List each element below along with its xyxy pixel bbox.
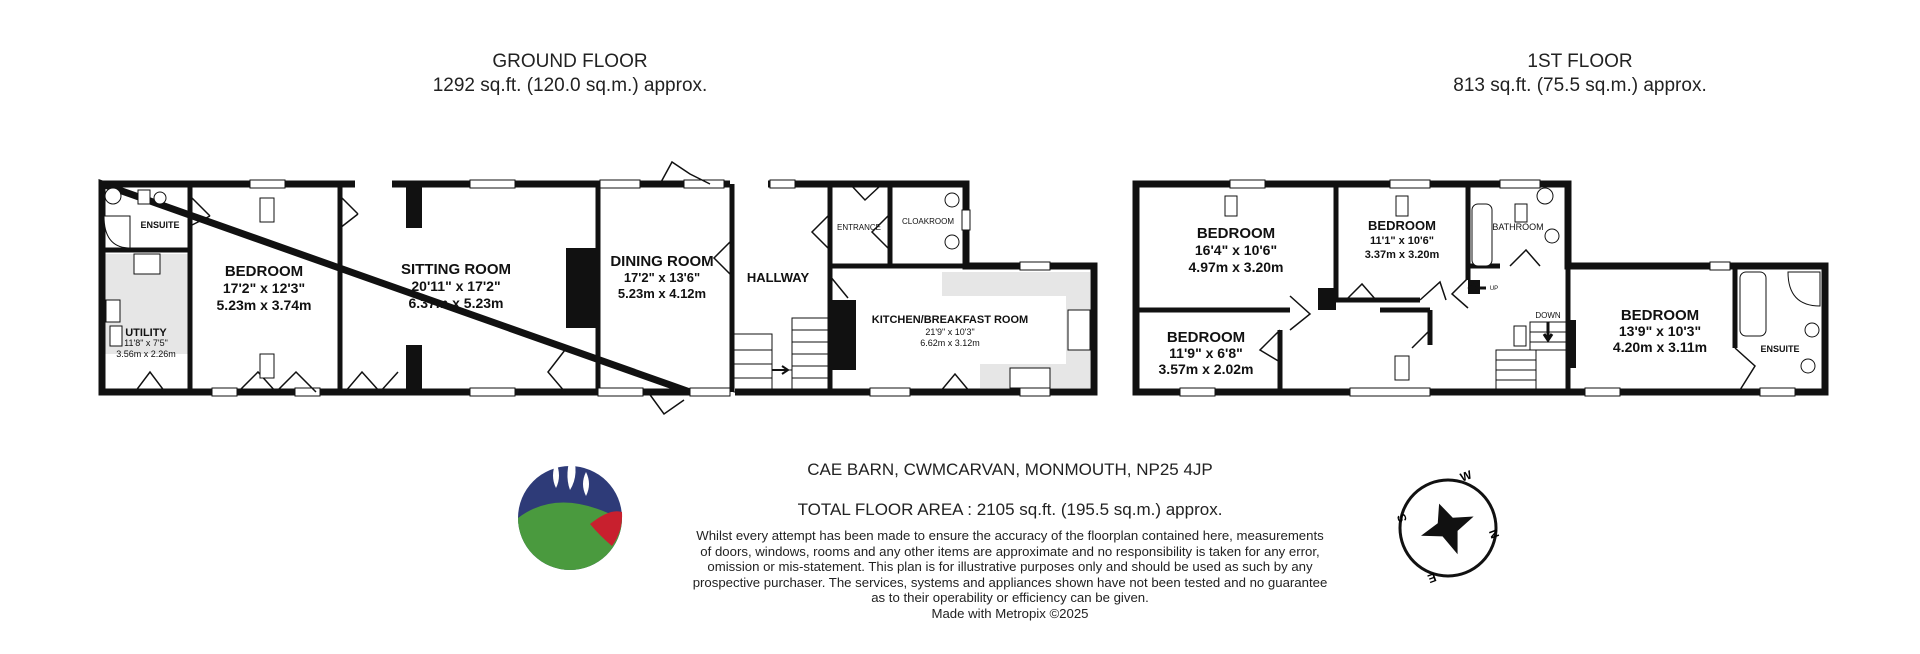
room-dims-bed4-imperial: 13'9" x 10'3" [1618, 323, 1702, 339]
property-address: CAE BARN, CWMCARVAN, MONMOUTH, NP25 4JP [807, 460, 1213, 479]
window [1350, 388, 1430, 396]
disclaimer-line: omission or mis-statement. This plan is for illustrative purposes only and should be used as such by any [707, 559, 1313, 574]
toilet-icon [154, 192, 166, 204]
toilet-icon [1801, 359, 1815, 373]
room-dims-bedroom-ground-metric: 5.23m x 3.74m [216, 297, 312, 313]
room-name-bed1: BEDROOM [1196, 225, 1276, 242]
room-dims-utility-imperial: 11'8" x 7'5" [124, 338, 168, 348]
stair-label-down: DOWN [1535, 311, 1561, 320]
window [962, 210, 970, 230]
chimney-first [1318, 288, 1336, 310]
window [1710, 262, 1730, 270]
room-name-bathroom: BATHROOM [1492, 222, 1544, 232]
stair-label-up: UP [1489, 286, 1499, 292]
room-dims-bed2-metric: 3.37m x 3.20m [1364, 249, 1440, 261]
metropix-logo-icon [518, 452, 622, 570]
bath-icon [1472, 204, 1492, 266]
window [250, 180, 285, 188]
light-fitting-icon [1514, 326, 1526, 346]
door-swing [830, 276, 848, 298]
room-dims-sitting-imperial: 20'11" x 17'2" [411, 278, 501, 294]
window [600, 180, 640, 188]
room-dims-bed2-imperial: 11'1" x 10'6" [1370, 235, 1434, 247]
first-floor-title: 1ST FLOOR [1527, 51, 1633, 72]
window [1390, 180, 1430, 188]
bath-icon [1740, 272, 1766, 336]
room-name-cloakroom: CLOAKROOM [901, 217, 955, 226]
window [870, 388, 910, 396]
room-name-bedroom-ground: BEDROOM [224, 263, 304, 280]
washer-icon [110, 326, 122, 346]
window [1180, 388, 1215, 396]
room-name-bed4: BEDROOM [1620, 307, 1700, 324]
room-name-dining: DINING ROOM [610, 253, 714, 270]
room-name-ensuite-first: ENSUITE [1760, 344, 1800, 354]
window [470, 180, 515, 188]
room-dims-bed4-metric: 4.20m x 3.11m [1612, 339, 1708, 355]
light-fitting-icon [1225, 196, 1237, 216]
window [1760, 388, 1795, 396]
window [1585, 388, 1620, 396]
sink-icon [1010, 368, 1050, 388]
toilet-icon [1545, 229, 1559, 243]
hob-icon [1068, 310, 1090, 350]
door-swing [714, 240, 732, 276]
room-name-hallway: HALLWAY [746, 270, 810, 285]
fireplace-kitchen [830, 300, 856, 370]
room-dims-bed3-metric: 3.57m x 2.02m [1158, 361, 1254, 377]
light-fitting-icon [1396, 196, 1408, 216]
stairs-ground [734, 318, 830, 392]
compass-icon [1394, 467, 1502, 586]
room-name-bed3: BEDROOM [1166, 329, 1246, 346]
door-swing [548, 350, 565, 392]
door-swing [812, 214, 890, 250]
fireplace-sitting [566, 248, 598, 328]
compass-w: W [1458, 467, 1474, 485]
stairs-first [1496, 322, 1566, 392]
basin-icon [1537, 188, 1553, 204]
hob-icon [134, 254, 160, 274]
room-dims-utility-metric: 3.56m x 2.26m [116, 349, 176, 359]
door-swing [1412, 330, 1430, 348]
room-dims-kitchen-metric: 6.62m x 3.12m [920, 338, 980, 348]
window [470, 388, 515, 396]
door-swing [1260, 330, 1280, 362]
room-name-kitchen: KITCHEN/BREAKFAST ROOM [871, 314, 1029, 326]
window [1020, 262, 1050, 270]
room-name-entrance: ENTRANCE [836, 223, 882, 232]
room-name-sitting: SITTING ROOM [401, 261, 511, 278]
window [770, 180, 795, 188]
door-swing [1420, 282, 1446, 300]
disclaimer-line: of doors, windows, rooms and any other items are approximate and no responsibility is taken for any error, [700, 543, 1320, 559]
room-dims-kitchen-imperial: 21'9" x 10'3" [925, 327, 975, 337]
door-swing [1452, 278, 1468, 308]
room-name-bed2: BEDROOM [1368, 218, 1436, 233]
window [690, 388, 730, 396]
first-floor-area: 813 sq.ft. (75.5 sq.m.) approx. [1453, 75, 1707, 96]
door-swing [1510, 250, 1540, 266]
toilet-icon [945, 193, 959, 207]
ground-floor-title: GROUND FLOOR [492, 51, 648, 72]
room-dims-dining-imperial: 17'2" x 13'6" [623, 270, 701, 285]
room-name-utility: UTILITY [125, 327, 167, 339]
window [1020, 388, 1050, 396]
shower-icon [1788, 272, 1820, 306]
room-dims-bed1-imperial: 16'4" x 10'6" [1194, 242, 1278, 258]
chimney-sitting-bottom [406, 345, 422, 392]
total-floor-area: TOTAL FLOOR AREA : 2105 sq.ft. (195.5 sq.m.) approx. [797, 500, 1223, 519]
ground-floor-area: 1292 sq.ft. (120.0 sq.m.) approx. [432, 75, 708, 96]
room-dims-bed3-imperial: 11'9" x 6'8" [1169, 345, 1243, 361]
compass-s: S [1394, 511, 1410, 525]
door-swing [1735, 348, 1755, 390]
light-fitting-icon [1395, 356, 1409, 380]
door-swing [340, 196, 358, 228]
compass-n: N [1485, 527, 1503, 541]
room-name-ensuite-ground: ENSUITE [140, 220, 180, 230]
chimney-sitting-top [406, 184, 422, 228]
basin-icon [105, 188, 121, 204]
sink-icon [106, 300, 120, 322]
disclaimer-line: prospective purchaser. The services, systems and appliances shown have not been tested and no guarantee [692, 574, 1328, 590]
disclaimer [640, 528, 1380, 621]
basin-icon [1805, 323, 1819, 337]
stair-arrow-down-icon [1544, 322, 1552, 340]
disclaimer-line: as to their operability or efficiency can be given. [871, 590, 1149, 605]
door-swing [1290, 296, 1310, 330]
light-fitting-icon [1515, 204, 1527, 222]
room-dims-bedroom-ground-imperial: 17'2" x 12'3" [222, 280, 306, 296]
room-dims-dining-metric: 5.23m x 4.12m [617, 286, 707, 301]
room-dims-sitting-metric: 6.37m x 5.23m [408, 295, 504, 311]
disclaimer-line: Whilst every attempt has been made to ensure the accuracy of the floorplan contained here, measurements [696, 528, 1324, 543]
window [295, 388, 320, 396]
chimney-first-3 [1566, 320, 1576, 368]
basin-icon [945, 235, 959, 249]
light-fitting-icon [260, 354, 274, 378]
compass-e: E [1425, 570, 1439, 586]
made-with-credit: Made with Metropix ©2025 [931, 605, 1089, 621]
window [212, 388, 237, 396]
window [1500, 180, 1540, 188]
shower-icon [104, 216, 130, 248]
light-fitting-icon [260, 198, 274, 222]
window [1230, 180, 1265, 188]
room-dims-bed1-metric: 4.97m x 3.20m [1188, 259, 1284, 275]
toilet-icon [138, 190, 150, 204]
stair-arrow-icon [772, 366, 788, 374]
window [598, 388, 643, 396]
